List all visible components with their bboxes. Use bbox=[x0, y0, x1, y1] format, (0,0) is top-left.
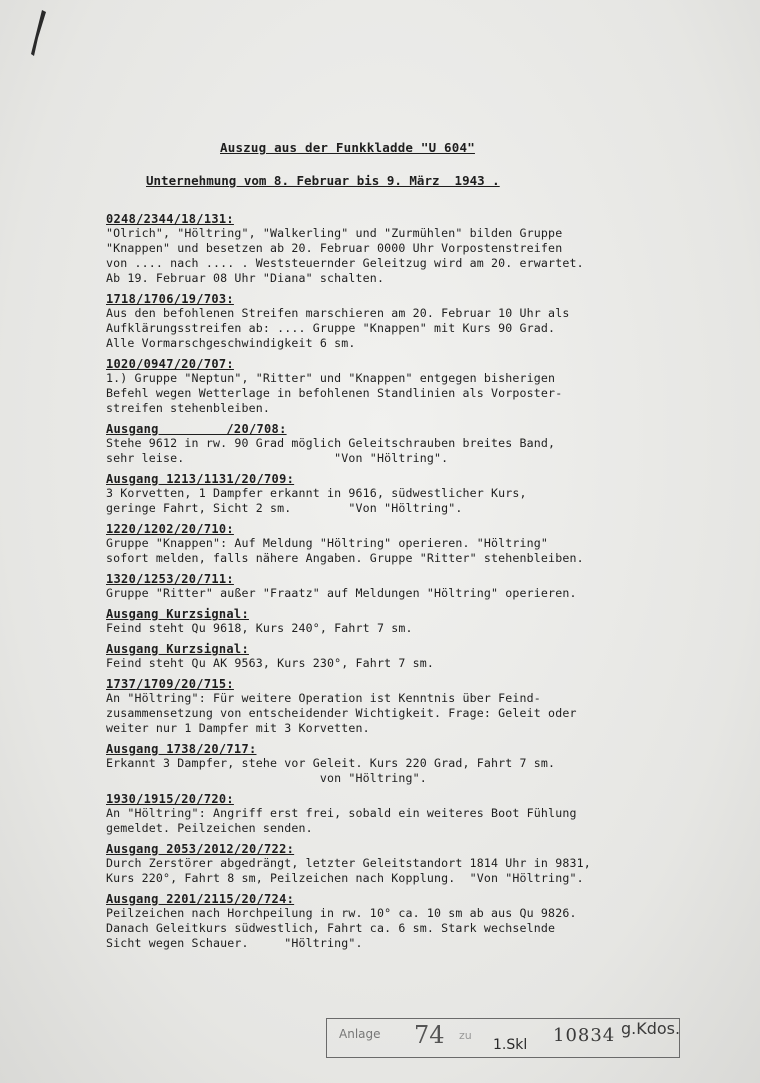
log-entry-header: Ausgang Kurzsignal: bbox=[106, 642, 249, 656]
log-entry bbox=[106, 212, 746, 286]
log-entry-header: 1220/1202/20/710: bbox=[106, 522, 234, 536]
stamp-mid-text: zu bbox=[459, 1029, 472, 1042]
log-entry-line: gemeldet. Peilzeichen senden. bbox=[106, 821, 313, 835]
ink-mark bbox=[28, 8, 50, 58]
log-entry bbox=[106, 842, 746, 886]
log-entry-line: von .... nach .... . Weststeuernder Geleitzug wird am 20. erwartet. bbox=[106, 256, 584, 270]
log-entry-line: 3 Korvetten, 1 Dampfer erkannt in 9616, südwestlicher Kurs, bbox=[106, 486, 527, 500]
stamp-reference: 10834 bbox=[553, 1025, 616, 1046]
log-entry-line: Alle Vormarschgeschwindigkeit 6 sm. bbox=[106, 336, 356, 350]
log-entry-line: Durch Zerstörer abgedrängt, letzter Geleitstandort 1814 Uhr in 9831, bbox=[106, 856, 591, 870]
log-entry-line: Sicht wegen Schauer. "Höltring". bbox=[106, 936, 363, 950]
document-subtitle: Unternehmung vom 8. Februar bis 9. März 1943 . bbox=[146, 173, 500, 188]
log-entry-header: Ausgang Kurzsignal: bbox=[106, 607, 249, 621]
log-entry-line: Danach Geleitkurs südwestlich, Fahrt ca. 6 sm. Stark wechselnde bbox=[106, 921, 556, 935]
log-entry-line: von "Höltring". bbox=[106, 771, 427, 785]
log-entry bbox=[106, 677, 746, 736]
log-entry-line: weiter nur 1 Dampfer mit 3 Korvetten. bbox=[106, 721, 370, 735]
log-entry-line: "Knappen" und besetzen ab 20. Februar 0000 Uhr Vorpostenstreifen bbox=[106, 241, 563, 255]
log-entry-header: Ausgang 1213/1131/20/709: bbox=[106, 472, 295, 486]
log-entry bbox=[106, 472, 746, 516]
log-entry-line: Peilzeichen nach Horchpeilung in rw. 10° ca. 10 sm ab aus Qu 9826. bbox=[106, 906, 577, 920]
log-entry-header: Ausgang 1738/20/717: bbox=[106, 742, 257, 756]
log-entry bbox=[106, 522, 746, 566]
log-entry-line: An "Höltring": Angriff erst frei, sobald ein weiteres Boot Fühlung bbox=[106, 806, 577, 820]
log-entry-line: Stehe 9612 in rw. 90 Grad möglich Geleitschrauben breites Band, bbox=[106, 436, 556, 450]
log-entry-line: streifen stehenbleiben. bbox=[106, 401, 270, 415]
log-entry-line: geringe Fahrt, Sicht 2 sm. "Von "Höltring". bbox=[106, 501, 463, 515]
log-entry-header: 1718/1706/19/703: bbox=[106, 292, 234, 306]
document-title: Auszug aus der Funkkladde "U 604" bbox=[220, 140, 475, 155]
stamp-classification: g.Kdos. bbox=[621, 1019, 681, 1038]
log-entry-line: Feind steht Qu AK 9563, Kurs 230°, Fahrt 7 sm. bbox=[106, 656, 434, 670]
log-entry-line: "Olrich", "Höltring", "Walkerling" und "Zurmühlen" bilden Gruppe bbox=[106, 226, 563, 240]
log-entry-line: Feind steht Qu 9618, Kurs 240°, Fahrt 7 sm. bbox=[106, 621, 413, 635]
log-entry-line: Befehl wegen Wetterlage in befohlenen Standlinien als Vorposter- bbox=[106, 386, 563, 400]
log-entry-line: Erkannt 3 Dampfer, stehe vor Geleit. Kurs 220 Grad, Fahrt 7 sm. bbox=[106, 756, 556, 770]
log-entry-header: 1020/0947/20/707: bbox=[106, 357, 234, 371]
log-entry-line: Ab 19. Februar 08 Uhr "Diana" schalten. bbox=[106, 271, 385, 285]
log-entry-line: sehr leise. "Von "Höltring". bbox=[106, 451, 449, 465]
log-entry-line: Aus den befohlenen Streifen marschieren am 20. Februar 10 Uhr als bbox=[106, 306, 570, 320]
log-entry-header: 0248/2344/18/131: bbox=[106, 212, 234, 226]
log-entry bbox=[106, 892, 746, 951]
log-entry bbox=[106, 792, 746, 836]
log-entry-line: sofort melden, falls nähere Angaben. Gruppe "Ritter" stehenbleiben. bbox=[106, 551, 584, 565]
log-entry bbox=[106, 607, 746, 636]
log-entry-header: 1930/1915/20/720: bbox=[106, 792, 234, 806]
log-entry-line: An "Höltring": Für weitere Operation ist Kenntnis über Feind- bbox=[106, 691, 541, 705]
stamp-anlage-number: 74 bbox=[414, 1021, 445, 1049]
log-entry bbox=[106, 742, 746, 786]
log-entry-line: Gruppe "Ritter" außer "Fraatz" auf Meldungen "Höltring" operieren. bbox=[106, 586, 577, 600]
archive-stamp bbox=[326, 1018, 680, 1058]
log-entry-line: Aufklärungsstreifen ab: .... Gruppe "Knappen" mit Kurs 90 Grad. bbox=[106, 321, 556, 335]
log-entry-header: Ausgang 2201/2115/20/724: bbox=[106, 892, 295, 906]
log-entry-header: Ausgang 2053/2012/20/722: bbox=[106, 842, 295, 856]
log-entry bbox=[106, 357, 746, 416]
log-entry-line: 1.) Gruppe "Neptun", "Ritter" und "Knappen" entgegen bisherigen bbox=[106, 371, 556, 385]
log-entry-line: Kurs 220°, Fahrt 8 sm, Peilzeichen nach Kopplung. "Von "Höltring". bbox=[106, 871, 584, 885]
log-entries bbox=[106, 212, 746, 957]
log-entry-line: zusammensetzung von entscheidender Wichtigkeit. Frage: Geleit oder bbox=[106, 706, 577, 720]
log-entry bbox=[106, 292, 746, 351]
log-entry-header: 1320/1253/20/711: bbox=[106, 572, 234, 586]
log-entry-header: Ausgang /20/708: bbox=[106, 422, 287, 436]
stamp-anlage-label: Anlage bbox=[339, 1027, 381, 1041]
log-entry bbox=[106, 572, 746, 601]
stamp-office: 1.Skl bbox=[493, 1037, 528, 1053]
log-entry-line: Gruppe "Knappen": Auf Meldung "Höltring" operieren. "Höltring" bbox=[106, 536, 549, 550]
log-entry-header: 1737/1709/20/715: bbox=[106, 677, 234, 691]
log-entry bbox=[106, 422, 746, 466]
log-entry bbox=[106, 642, 746, 671]
